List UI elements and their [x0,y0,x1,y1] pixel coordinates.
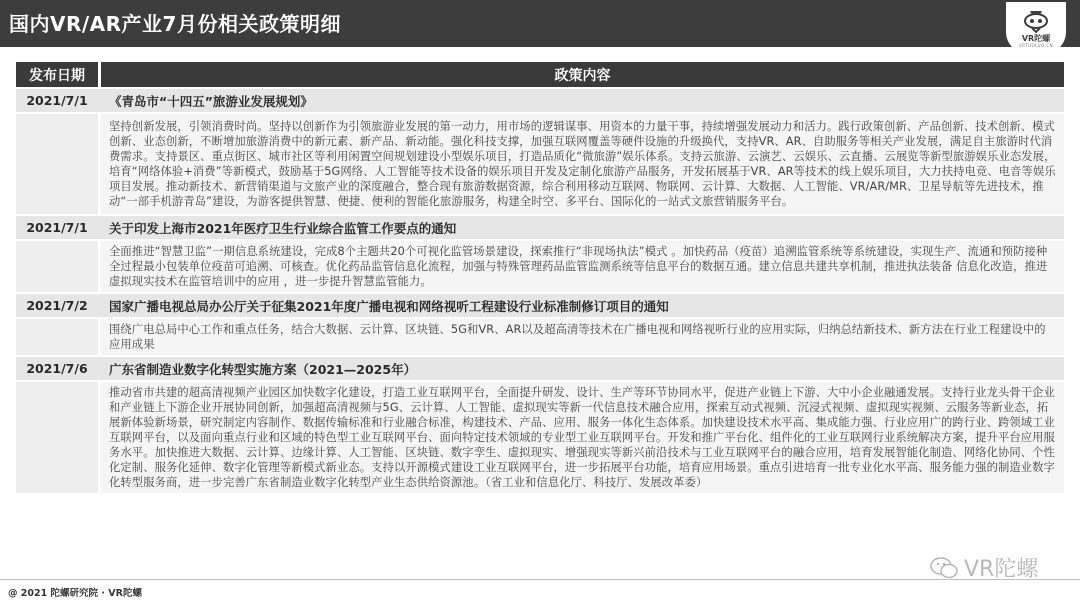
row-date-spacer [16,241,98,292]
row-date: 2021/7/6 [26,361,88,376]
table-row-body [16,319,1064,355]
policy-title: 关于印发上海市2021年医疗卫生行业综合监管工作要点的通知 [109,220,457,236]
table-row-title [16,294,1064,317]
policy-body: 推动省市共建的超高清视频产业园区加快数字化建设，打造工业互联网平台，全面提升研发、设计、生产等环节协同水平，促进产业链上下游、大中小企业融通发展。支持行业龙头骨干企业和产业链上下游企业开展协同创新，加强超高清视频与5G、云计算、人工智能、虚拟现实等新一代信息技术融合应用，探索互动式视频、沉浸式视频、虚拟现实视频、云服务等新业态，拓展新体验新场景，研究制定内容制作、数据传输标准和行业融合标准，构建技术、产品、应用、服务一体化生态体系。加快建设技术水平高、集成能力强、行业应用广的跨行业、跨领域工业互联网平台，以及面向重点行业和区域的特色型工业互联网平台、面向特定技术领域的专业型工业互联网平台。开发和推广平台化、组件化的工业互联网行业系统解决方案，提升平台应用服务水平。加快推进大数据、云计算、边缘计算、人工智能、区块链、数字孪生、虚拟现实、增强现实等新兴前沿技术与工业互联网平台的融合应用，培育发展智能化制造、网络化协同、个性化定制、服务化延伸、数字化管理等新模式新业态。支持以开源模式建设工业互联网平台，进一步拓展平台功能，培育应用场景。重点引进培育一批专业化水平高、服务能力强的制造业数字化转型服务商，进一步完善广东省制造业数字化转型产业生态供给资源池。（省工业和信息化厅、科技厅、发展改革委） [101,382,1064,493]
page-title: 国内VR/AR产业7月份相关政策明细 [9,12,341,36]
row-date-spacer [16,114,98,214]
footer-divider [0,579,1080,580]
policy-title: 国家广播电视总局办公厅关于征集2021年度广播电视和网络视听工程建设行业标准制修订项目的通知 [109,298,669,314]
column-header-date: 发布日期 [16,62,98,87]
gyroscope-icon [1021,8,1051,34]
policy-body: 围绕广电总局中心工作和重点任务，结合大数据、云计算、区块链、5G和VR、AR以及超高清等技术在广播电视和网络视听行业的应用实际，归纳总结新技术、新方法在行业工程建设中的应用成果 [101,319,1064,355]
row-date-spacer [16,382,98,493]
table-row-title [16,357,1064,380]
policy-title: 《青岛市“十四五”旅游业发展规划》 [109,93,313,109]
copyright-text: @ 2021 陀螺研究院 · VR陀螺 [8,588,142,599]
policy-table [16,62,1064,495]
column-header-content: 政策内容 [101,62,1064,87]
brand-logo [1006,2,1066,54]
row-date: 2021/7/1 [26,220,88,235]
table-row-title [16,216,1064,239]
table-row-body [16,114,1064,214]
row-date-spacer [16,319,98,355]
row-date: 2021/7/2 [26,298,88,313]
wechat-icon [930,557,958,579]
logo-subtext: VRTUOLUO.CN [1018,43,1054,48]
table-row-title [16,89,1064,112]
page-header [0,0,1080,47]
policy-body: 全面推进“智慧卫监”一期信息系统建设，完成8个主题共20个可视化监管场景建设，探索推行“非现场执法”模式 。加快药品（疫苗）追溯监管系统等系统建设，实现生产、流通和预防接种全过程最小包装单位疫苗可追溯、可核查。优化药品监管信息化流程，加强与特殊管理药品监管监测系统等信息平台的数据互通。建立信息共建共享机制，推进执法装备 信息化改造，推进虚拟现实技术在监管培训中的应用 ，进一步提升智慧监管能力。 [101,241,1064,292]
watermark-text: VR陀螺 [964,557,1039,582]
table-header-row [16,62,1064,87]
watermark [930,552,1038,583]
table-row-body [16,382,1064,493]
policy-title: 广东省制造业数字化转型实施方案（2021—2025年） [109,361,417,377]
policy-body: 坚持创新发展，引领消费时尚。坚持以创新作为引领旅游业发展的第一动力，用市场的逻辑谋事、用资本的力量干事，持续增强发展动力和活力。践行政策创新、产品创新、技术创新、模式创新、业态创新，不断增加旅游消费中的新元素、新产品、新动能。强化科技支撑，加强互联网覆盖等硬件设施的升级换代，支持VR、AR、自助服务等相关产业发展，满足自主旅游时代消费需求。支持景区、重点街区、城市社区等利用闲置空间规划建设小型娱乐项目，打造品质化“微旅游”娱乐体系。支持云旅游、云演艺、云娱乐、云直播、云展览等新型旅游娱乐业态发展，培育“网络体验+消费”等新模式，鼓励基于5G网络、人工智能等技术设备的娱乐项目开发及定制化旅游产品服务，开发拓展基于VR、AR等技术的线上娱乐项目，大力扶持电竞、电音等娱乐项目发展。推动新技术、新营销渠道与文旅产业的深度融合，整合现有旅游数据资源，综合利用移动互联网、物联网、云计算、大数据、人工智能、VR/AR/MR、卫星导航等先进技术，推动“一部手机游青岛”建设，为游客提供智慧、便捷、便利的智能化旅游服务，构建全时空、多平台、国际化的一站式文旅营销服务平台。 [101,114,1064,214]
row-date: 2021/7/1 [26,93,88,108]
logo-text: VR陀螺 [1021,34,1051,43]
table-row-body [16,241,1064,292]
